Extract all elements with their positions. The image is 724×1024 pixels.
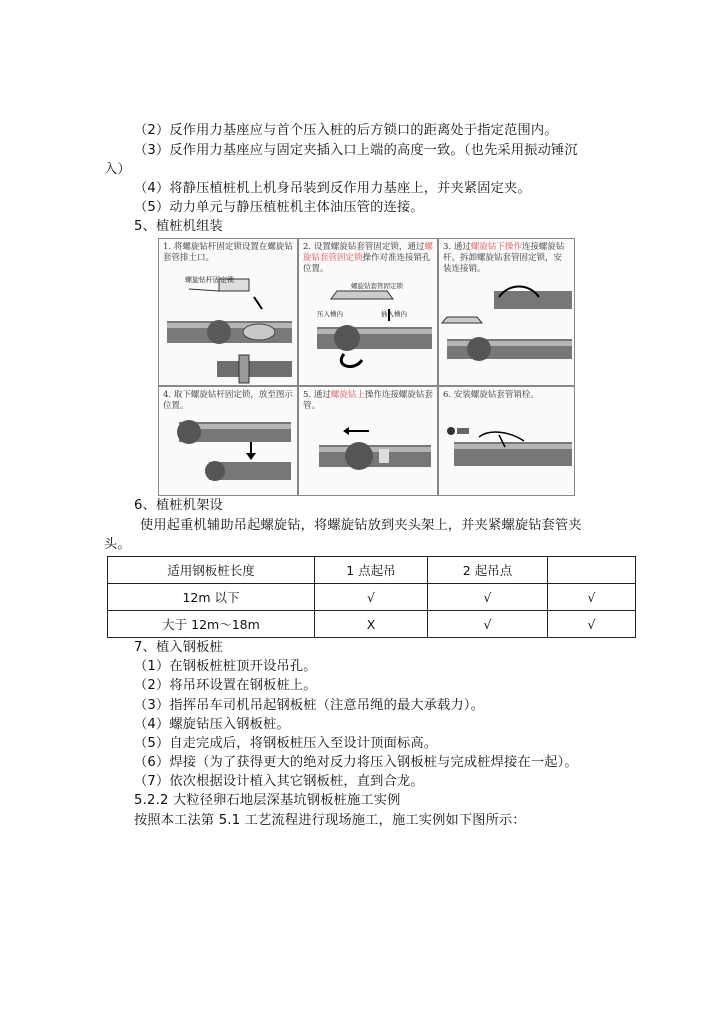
text-line: （4）螺旋钻压入钢板桩。 xyxy=(134,717,290,732)
table-cell: √ xyxy=(548,584,636,611)
panel-caption: 安装螺旋钻套管销栓。 xyxy=(453,390,539,400)
panel-label: 螺旋钻套管固定锁 xyxy=(351,282,403,290)
panel-caption: 操作连接螺旋钻套管。 xyxy=(303,390,433,411)
panel-caption: 通过 xyxy=(313,390,331,400)
table-cell: √ xyxy=(428,611,548,638)
text-line: 使用起重机辅助吊起螺旋钻，将螺旋钻放到夹头架上，并夹紧螺旋钻套管夹 xyxy=(140,518,582,533)
text-line: （5）动力单元与静压植桩机主体油压管的连接。 xyxy=(134,200,424,215)
panel-number: 5. xyxy=(303,390,312,400)
text-line: （1）在钢板桩桩顶开设吊孔。 xyxy=(134,659,317,674)
panel-caption: 连接螺旋钻杆。拆卸螺旋钻套管固定锁，安装连接销。 xyxy=(443,242,565,274)
panel-caption-highlight: 螺旋钻下操作 xyxy=(470,242,522,252)
section-heading: 5.2.2 大粒径卵石地层深基坑钢板桩施工实例 xyxy=(134,793,401,808)
panel-label: 螺旋钻杆固定锁 xyxy=(185,276,234,284)
panel-number: 1. xyxy=(163,242,172,252)
text-line: （4）将静压植桩机上机身吊装到反作用力基座上，并夹紧固定夹。 xyxy=(134,181,531,196)
text-line: （2）反作用力基座应与首个压入桩的后方锁口的距离处于指定范围内。 xyxy=(134,123,558,138)
panel-illustration xyxy=(159,387,298,496)
table-cell: 12m 以下 xyxy=(108,584,315,611)
figure-panel-2 xyxy=(298,238,438,386)
panel-caption: 取下螺旋钻杆固定锁，放至图示位置。 xyxy=(163,390,293,411)
figure-panel-4 xyxy=(158,386,298,496)
table-header-cell: 1 点起吊 xyxy=(315,557,428,584)
table-header-cell: 2 起吊点 xyxy=(428,557,548,584)
section-heading: 6、植桩机架设 xyxy=(134,498,223,513)
panel-caption: 操作对准连接销孔位置。 xyxy=(303,253,431,274)
figure-panel-1 xyxy=(158,238,298,386)
text-line: （7）依次根据设计植入其它钢板桩，直到合龙。 xyxy=(134,774,424,789)
table-header-cell xyxy=(548,557,636,584)
panel-illustration xyxy=(299,387,438,496)
assembly-figure xyxy=(158,238,575,496)
table-row xyxy=(108,584,636,611)
table-row xyxy=(108,611,636,638)
text-line: （2）将吊环设置在钢板桩上。 xyxy=(134,678,317,693)
panel-caption-highlight: 螺旋钻上 xyxy=(330,390,365,400)
table-cell: X xyxy=(315,611,428,638)
section-heading: 7、植入钢板桩 xyxy=(134,640,223,655)
text-line: 按照本工法第 5.1 工艺流程进行现场施工，施工实例如下图所示： xyxy=(134,813,526,828)
text-line: （3）反作用力基座应与固定夹插入口上端的高度一致。（也先采用振动锤沉 xyxy=(134,143,578,158)
pile-length-table xyxy=(107,556,636,638)
figure-panel-3 xyxy=(438,238,575,386)
panel-caption-highlight: 螺旋钻套管固定锁 xyxy=(303,242,433,263)
panel-illustration xyxy=(439,239,575,386)
panel-caption: 通过 xyxy=(453,242,471,252)
text-line: （3）指挥吊车司机吊起钢板桩（注意吊绳的最大承载力）。 xyxy=(134,698,485,713)
text-line: （5）自走完成后，将钢板桩压入至设计顶面标高。 xyxy=(134,736,438,751)
panel-illustration xyxy=(159,239,298,386)
panel-number: 6. xyxy=(443,390,452,400)
text-line: 头。 xyxy=(104,537,131,552)
table-header-cell: 适用钢板桩长度 xyxy=(108,557,315,584)
panel-number: 4. xyxy=(163,390,172,400)
table-cell: √ xyxy=(315,584,428,611)
text-line: 入） xyxy=(104,162,131,177)
panel-number: 2. xyxy=(303,242,312,252)
panel-caption: 设置螺旋钻套管固定锁，通过 xyxy=(313,242,425,252)
table-cell: √ xyxy=(548,611,636,638)
panel-illustration xyxy=(439,387,575,496)
table-cell: √ xyxy=(428,584,548,611)
panel-number: 3. xyxy=(443,242,452,252)
panel-caption: 将螺旋钻杆固定锁设置在螺旋钻套管排土口。 xyxy=(163,242,293,263)
text-line: （6）焊接（为了获得更大的绝对反力将压入钢板桩与完成桩焊接在一起）。 xyxy=(134,755,578,770)
table-cell: 大于 12m～18m xyxy=(108,611,315,638)
table-header-row xyxy=(108,557,636,584)
section-heading: 5、植桩机组装 xyxy=(134,219,223,234)
figure-panel-6 xyxy=(438,386,575,496)
figure-panel-5 xyxy=(298,386,438,496)
panel-label: 压入槽内 xyxy=(317,310,343,318)
panel-label: 插入槽内 xyxy=(381,310,407,318)
